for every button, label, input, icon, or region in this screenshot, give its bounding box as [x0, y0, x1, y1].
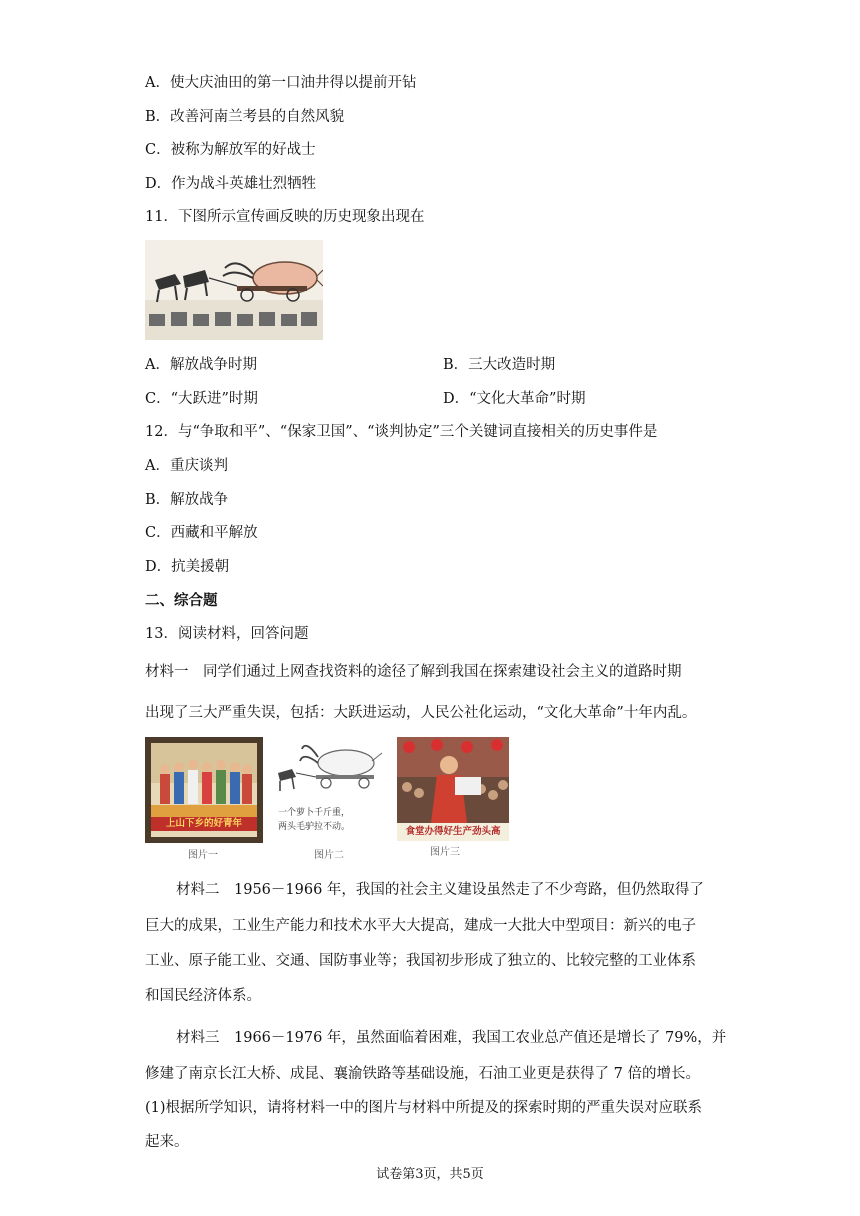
q10-option-c: C．被称为解放军的好战士	[145, 142, 316, 158]
q13-stem: 13．阅读材料，回答问题	[145, 626, 309, 642]
material1-line1: 材料一 同学们通过上网查找资料的途径了解到我国在探索建设社会主义的道路时期	[145, 664, 682, 680]
q10-option-d: D．作为战斗英雄壮烈牺牲	[145, 176, 317, 192]
picture-three	[397, 737, 509, 841]
picture-one-caption: 图片一	[188, 850, 218, 861]
q12-option-b: B．解放战争	[145, 492, 229, 508]
q12-option-a: A．重庆谈判	[145, 458, 228, 474]
radish-cart-sketch	[272, 737, 390, 807]
q12-stem: 12．与“争取和平”、“保家卫国”、“谈判协定”三个关键词直接相关的历史事件是	[145, 424, 658, 440]
picture-two	[272, 737, 390, 843]
q12-option-c: C．西藏和平解放	[145, 525, 258, 541]
q11-option-a: A．解放战争时期	[145, 357, 257, 373]
q11-propaganda-image	[145, 240, 323, 340]
material3-line2: 修建了南京长江大桥、成昆、襄渝铁路等基础设施，石油工业更是获得了 7 倍的增长。	[145, 1066, 700, 1082]
picture-one-banner: 上山下乡的好青年	[151, 817, 257, 831]
radish-cart-drawing	[145, 240, 323, 340]
material2-line3: 工业、原子能工业、交通、国防事业等；我国初步形成了独立的、比较完整的工业体系	[145, 953, 696, 969]
q10-option-b: B．改善河南兰考县的自然风貌	[145, 109, 345, 125]
question1-line2: 起来。	[145, 1134, 189, 1150]
canteen-poster-drawing	[397, 737, 509, 823]
q10-option-a: A．使大庆油田的第一口油井得以提前开钻	[145, 75, 417, 91]
material2-line4: 和国民经济体系。	[145, 988, 261, 1004]
question1-line1: (1)根据所学知识，请将材料一中的图片与材料中所提及的探索时期的严重失误对应联系	[145, 1100, 703, 1116]
picture-two-caption: 图片二	[314, 850, 344, 861]
material2-line1: 材料二 1956－1966 年，我国的社会主义建设虽然走了不少弯路，但仍然取得了	[176, 882, 704, 898]
q11-option-c: C．“大跃进”时期	[145, 391, 258, 407]
q12-option-d: D．抗美援朝	[145, 559, 230, 575]
q11-stem: 11．下图所示宣传画反映的历史现象出现在	[145, 209, 425, 225]
material3-line1: 材料三 1966－1976 年，虽然面临着困难，我国工农业总产值还是增长了 79%，并	[176, 1030, 727, 1046]
section-title: 二、综合题	[145, 592, 218, 609]
material2-line2: 巨大的成果，工业生产能力和技术水平大大提高，建成一大批大中型项目：新兴的电子	[145, 918, 696, 934]
q11-option-b: B．三大改造时期	[443, 357, 556, 373]
picture-two-verse-2: 两头毛驴拉不动。	[278, 822, 351, 832]
page-footer: 试卷第3页，共5页	[376, 1167, 484, 1182]
material1-line2: 出现了三大严重失误，包括：大跃进运动，人民公社化运动，“文化大革命”十年内乱。	[145, 705, 697, 721]
picture-three-banner: 食堂办得好生产劲头高	[397, 823, 509, 841]
picture-two-verse-1: 一个萝卜千斤重，	[278, 808, 351, 818]
picture-one	[145, 737, 263, 843]
picture-three-caption: 图片三	[430, 847, 460, 858]
q11-option-d: D．“文化大革命”时期	[443, 391, 586, 407]
